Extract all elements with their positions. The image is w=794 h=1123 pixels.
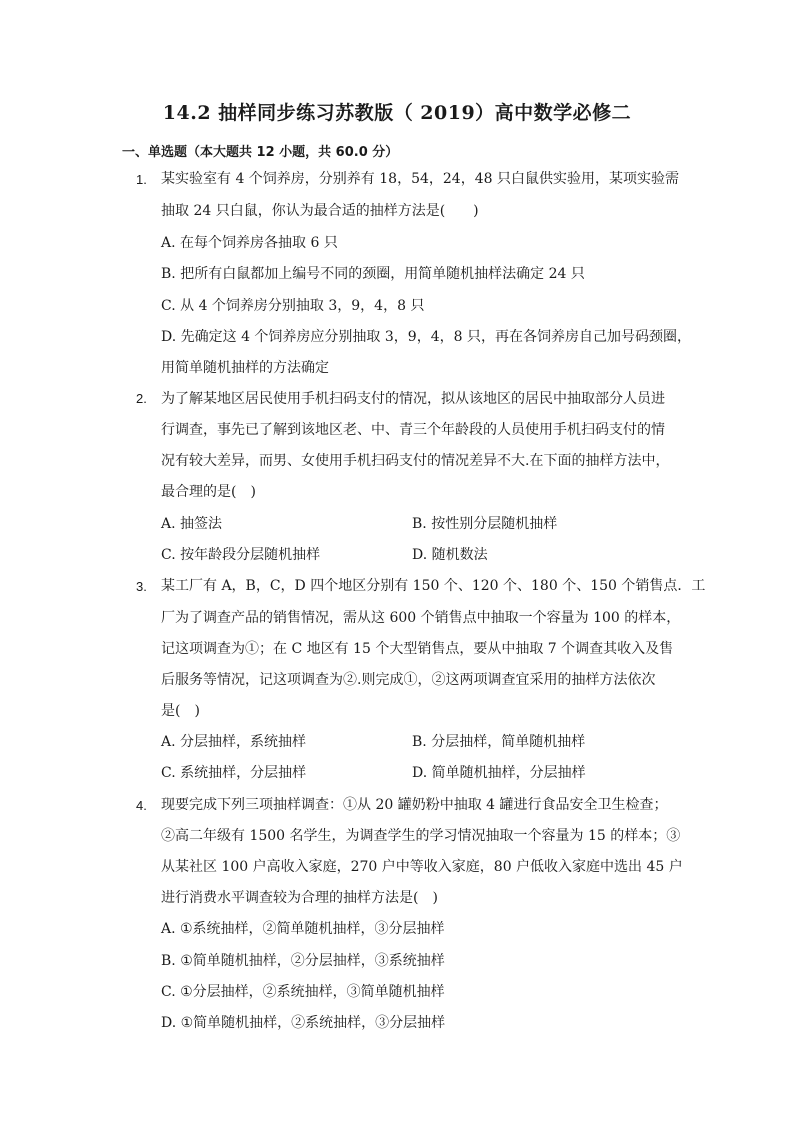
option-d: D. ①简单随机抽样，②系统抽样，③分层抽样 (161, 1015, 446, 1031)
option-b: B. ①简单随机抽样，②分层抽样，③系统抽样 (161, 953, 445, 969)
page-title: 14.2 抽样同步练习苏教版（ 2019）高中数学必修二 (162, 102, 632, 124)
question-stem-line: 厂为了调查产品的销售情况，需从这 600 个销售点中抽取一个容量为 100 的样本， (161, 610, 681, 626)
section-heading: 一、单选题（本大题共 12 小题，共 60.0 分） (122, 145, 399, 160)
option-c: C. 系统抽样，分层抽样 (161, 765, 307, 781)
question-stem-line: 抽取 24 只白鼠，你认为最合适的抽样方法是( ) (161, 203, 479, 219)
option-b: B. 按性别分层随机抽样 (412, 516, 558, 532)
question-stem-line: 从某社区 100 户高收入家庭，270 户中等收入家庭，80 户低收入家庭中选出 45 户 (161, 859, 683, 875)
option-a: A. 抽签法 (161, 516, 223, 532)
option-a: A. 在每个饲养房各抽取 6 只 (161, 235, 338, 251)
option-c: C. 按年龄段分层随机抽样 (161, 547, 321, 563)
option-b: B. 把所有白鼠都加上编号不同的颈圈，用简单随机抽样法确定 24 只 (161, 266, 585, 282)
option-d: D. 简单随机抽样，分层抽样 (412, 765, 586, 781)
question-stem-line: 最合理的是( ) (161, 484, 256, 500)
option-d: D. 先确定这 4 个饲养房应分别抽取 3，9，4，8 只，再在各饲养房自己加号码颈圈， (161, 329, 691, 345)
option-b: B. 分层抽样，简单随机抽样 (412, 734, 586, 750)
question-stem-line: 况有较大差异，而男、女使用手机扫码支付的情况差异不大.在下面的抽样方法中， (161, 453, 670, 469)
question-number: 4. (136, 798, 147, 813)
question-number: 1. (136, 172, 147, 187)
question-stem-line: 进行消费水平调查较为合理的抽样方法是( ) (161, 890, 438, 906)
question-stem-line: 后服务等情况，记这项调查为②.则完成①，②这两项调查宜采用的抽样方法依次 (161, 672, 656, 688)
option-d-continued: 用简单随机抽样的方法确定 (161, 360, 329, 376)
question-stem-line: 现要完成下列三项抽样调查：①从 20 罐奶粉中抽取 4 罐进行食品安全卫生检查； (161, 797, 668, 813)
question-stem-line: 记这项调查为①；在 C 地区有 15 个大型销售点，要从中抽取 7 个调查其收入及售 (161, 641, 674, 657)
option-a: A. 分层抽样，系统抽样 (161, 734, 307, 750)
question-stem-line: 是( ) (161, 703, 200, 719)
option-c: C. ①分层抽样，②系统抽样，③简单随机抽样 (161, 984, 445, 1000)
question-stem-line: 行调查，事先已了解到该地区老、中、青三个年龄段的人员使用手机扫码支付的情 (161, 422, 665, 438)
option-a: A. ①系统抽样，②简单随机抽样，③分层抽样 (161, 921, 445, 937)
question-number: 3. (136, 579, 147, 594)
question-stem-line: ②高二年级有 1500 名学生，为调查学生的学习情况抽取一个容量为 15 的样本；③ (161, 828, 681, 844)
question-stem-line: 为了解某地区居民使用手机扫码支付的情况，拟从该地区的居民中抽取部分人员进 (161, 391, 665, 407)
option-c: C. 从 4 个饲养房分别抽取 3，9，4，8 只 (161, 298, 425, 314)
option-d: D. 随机数法 (412, 547, 488, 563)
question-stem-line: 某实验室有 4 个饲养房，分别养有 18，54，24，48 只白鼠供实验用，某项实验需 (161, 171, 679, 187)
question-number: 2. (136, 391, 147, 406)
question-stem-line: 某工厂有 A，B，C，D 四个地区分别有 150 个、120 个、180 个、150 个销售点．工 (161, 578, 706, 594)
